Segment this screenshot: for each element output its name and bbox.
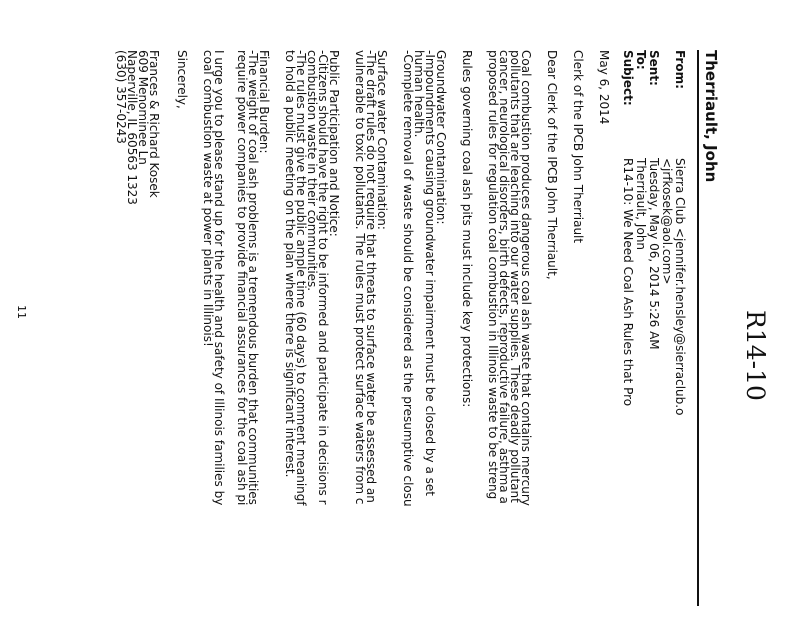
intro-line: proposed rules for regulation coal combustion in Illinois waste to be streng: [486, 50, 500, 500]
to-value: Therriault, John: [634, 158, 648, 251]
from-label: From:: [673, 50, 687, 89]
signature-line: Naperville, IL 60563 1323: [125, 50, 139, 205]
subject-label: Subject:: [621, 50, 635, 106]
signature-line: (630) 357-0243: [114, 50, 128, 144]
from-value-2: <jrfkosek@aol.com>: [660, 158, 674, 285]
heading-rule: [697, 50, 699, 606]
signature-line: Frances & Richard Kosek: [147, 50, 161, 198]
sender-name-heading: Therriault, John: [702, 50, 720, 183]
sent-value: Tuesday, May 06, 2014 5:26 AM: [647, 158, 661, 350]
signoff: Sincerely,: [175, 50, 189, 109]
participation-heading: Public Participation and Notice:: [327, 50, 341, 237]
subject-value: R14-10: We Need Coal Ash Rules that Pro: [621, 158, 635, 407]
surface-water-line: vulnerable to toxic pollutants. The rules must protect surface waters from c: [353, 50, 367, 505]
closing-line: coal combustion waste at power plants in Illinois!: [201, 50, 215, 347]
participation-line: -The rules must give the public ample time (60 days) to comment meaningf: [294, 50, 308, 506]
participation-line: combustion waste in their communities.: [305, 50, 319, 292]
to-label: To:: [634, 50, 648, 70]
intro-line: pollutants that are leaching into our water supplies. These deadly pollutant: [508, 50, 522, 503]
intro-line: cancer, neurological disorders, birth defects, reproductive failure, asthma a: [497, 50, 511, 504]
surface-water-line: -The draft rules do not require that threats to surface water be assessed an: [364, 50, 378, 503]
from-value: Sierra Club <jennifer.hensley@sierraclub.o: [673, 158, 687, 416]
signature-line: 609 Menominee Ln: [136, 50, 150, 165]
salutation-line-1: Clerk of the IPCB John Therriault: [571, 50, 585, 244]
participation-line: -Citizens should have the right to be informed and participate in decisions r: [316, 50, 330, 505]
page-number: 11: [15, 305, 28, 319]
closing-line: I urge you to please stand up for the health and safety of Illinois families by: [212, 50, 226, 506]
salutation-line-2: Dear Clerk of the IPCB John Therriault,: [545, 50, 559, 280]
sent-label: Sent:: [647, 50, 661, 86]
financial-line: -The weight of coal ash problems is a tremendous burden that communities: [246, 50, 260, 505]
financial-heading: Financial Burden:: [257, 50, 271, 154]
groundwater-line: human health.: [412, 50, 426, 138]
intro-line: Coal combustion produces dangerous coal ash waste that contains mercury: [519, 50, 533, 506]
surface-water-heading: Surface water Contamination:: [375, 50, 389, 230]
docket-identifier: R14-10: [741, 310, 770, 401]
letter-date: May 6, 2014: [597, 50, 611, 125]
participation-line: to hold a public meeting on the plan where there is significant interest.: [283, 50, 297, 478]
groundwater-line: -Impoundments causing groundwater impairment must be closed by a set: [423, 50, 437, 496]
financial-line: require power companies to provide financial assurances for the coal ash pi: [235, 50, 249, 506]
rules-line: Rules governing coal ash pits must include key protections:: [460, 50, 474, 408]
groundwater-line: -Complete removal of waste should be considered as the presumptive closu: [401, 50, 415, 507]
groundwater-heading: Groundwater Contamination:: [434, 50, 448, 225]
